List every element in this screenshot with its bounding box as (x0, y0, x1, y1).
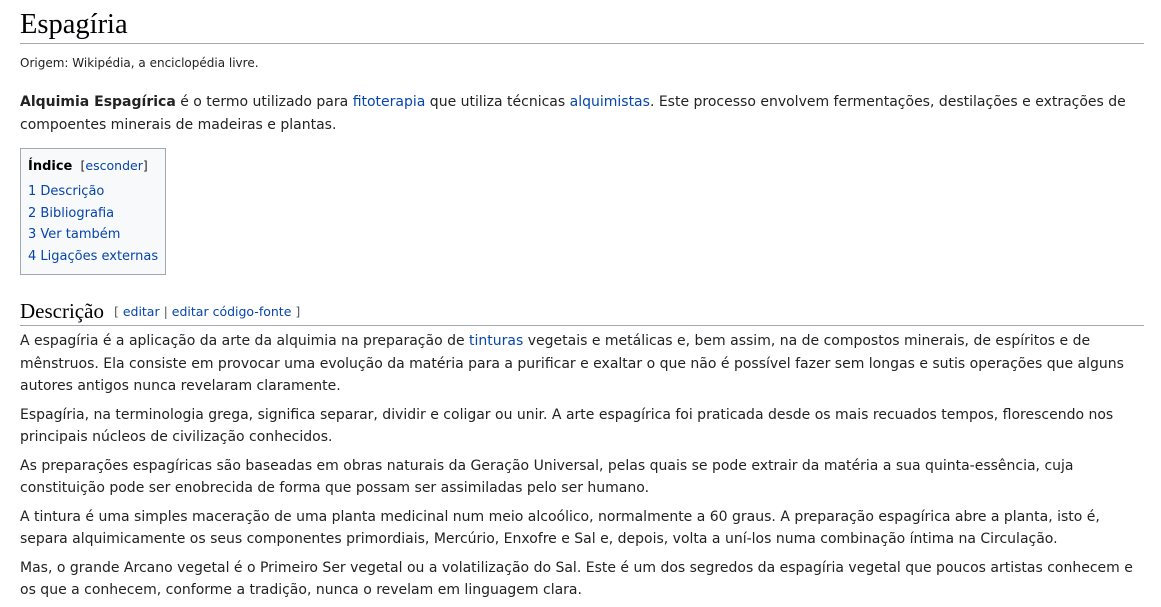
toc-hide-link[interactable]: esconder (85, 158, 143, 173)
toc-number: 1 (28, 184, 37, 199)
edit-link[interactable]: editar (122, 304, 160, 319)
toc-item-ligacoes-externas[interactable] (28, 246, 158, 268)
paragraph-5: Mas, o grande Arcano vegetal é o Primeiro Ser vegetal ou a volatilização do Sal. Este é um dos segredos da espagíria vegetal que poucos artistas conhecem e os que a conhecem, conforme a tradição, nunca o revelam em linguagem clara. (20, 559, 1133, 598)
toc-toggle-close: ] (142, 158, 148, 173)
link-tinturas[interactable]: tinturas (469, 333, 524, 349)
p1-text-1: A espagíria é a aplicação da arte da alquimia na preparação de (20, 333, 470, 349)
edit-bracket-close: ] (291, 304, 301, 319)
edit-separator: | (159, 304, 172, 319)
toc-item-ver-tambem[interactable] (28, 224, 158, 246)
toc-list (28, 181, 158, 267)
toc-number: 4 (28, 248, 37, 264)
section-edit-links (114, 304, 300, 319)
page-title: Espagíria (20, 0, 1144, 44)
toc-label: Bibliografia (40, 205, 115, 221)
section-body (20, 330, 1144, 602)
toc-toggle-open: [ (80, 158, 86, 173)
lead-text-3: . Este processo envolvem fermentações, destilações e extrações de compoentes minerais de madeiras e plantas. (20, 94, 1126, 133)
link-alquimistas[interactable]: alquimistas (569, 94, 650, 110)
toc-title: Índice (28, 159, 73, 174)
toc-toggle (81, 158, 148, 173)
lead-text-1: é o termo utilizado para (175, 94, 353, 110)
paragraph-1 (20, 330, 1144, 398)
paragraph-4: A tintura é uma simples maceração de uma planta medicinal num meio alcoólico, normalmente a 60 graus. A preparação espagírica abre a planta, isto é, separa alquimicamente os seus componentes primordiais, Mercúrio, Enxofre e Sal e, depois, volta a uní-los numa combinação íntima na Circulação. (20, 508, 1100, 547)
edit-bracket-open: [ (113, 304, 123, 319)
lead-bold-term: Alquimia Espagírica (20, 94, 176, 110)
link-fitoterapia[interactable]: fitoterapia (352, 94, 426, 110)
toc-label: Ligações externas (40, 248, 159, 264)
article-content (20, 0, 1144, 602)
edit-source-link[interactable]: editar código-fonte (171, 304, 292, 319)
toc-number: 3 (28, 227, 37, 242)
toc-label: Ver também (40, 227, 121, 242)
toc-label: Descrição (40, 184, 105, 199)
toc-header (28, 156, 158, 177)
section-heading-text: Descrição (20, 299, 104, 323)
p1-text-2: vegetais e metálicas e, bem assim, na de compostos minerais, de espíritos e de mênstruos. Ela consiste em provocar uma evolução da matéria para a purificar e exaltar o que não é possível fazer sem longas e sutis operações que alguns autores antigos nunca revelaram claramente. (20, 333, 1124, 394)
table-of-contents (20, 148, 166, 275)
toc-number: 2 (28, 205, 37, 221)
toc-item-bibliografia[interactable] (28, 203, 158, 225)
lead-paragraph (20, 91, 1144, 136)
lead-text-2: que utiliza técnicas (425, 94, 570, 110)
toc-item-descricao[interactable] (28, 181, 158, 203)
site-subtitle: Origem: Wikipédia, a enciclopédia livre. (20, 56, 259, 70)
paragraph-3: As preparações espagíricas são baseadas em obras naturais da Geração Universal, pelas quais se pode extrair da matéria a sua quinta-essência, cuja constituição pode ser enobrecida de forma que possam ser assimiladas pelo ser humano. (20, 457, 1074, 496)
section-heading-descricao (20, 297, 1144, 326)
paragraph-2: Espagíria, na terminologia grega, significa separar, dividir e coligar ou unir. A arte espagírica foi praticada desde os mais recuados tempos, florescendo nos principais núcleos de civilização conhecidos. (20, 406, 1114, 445)
